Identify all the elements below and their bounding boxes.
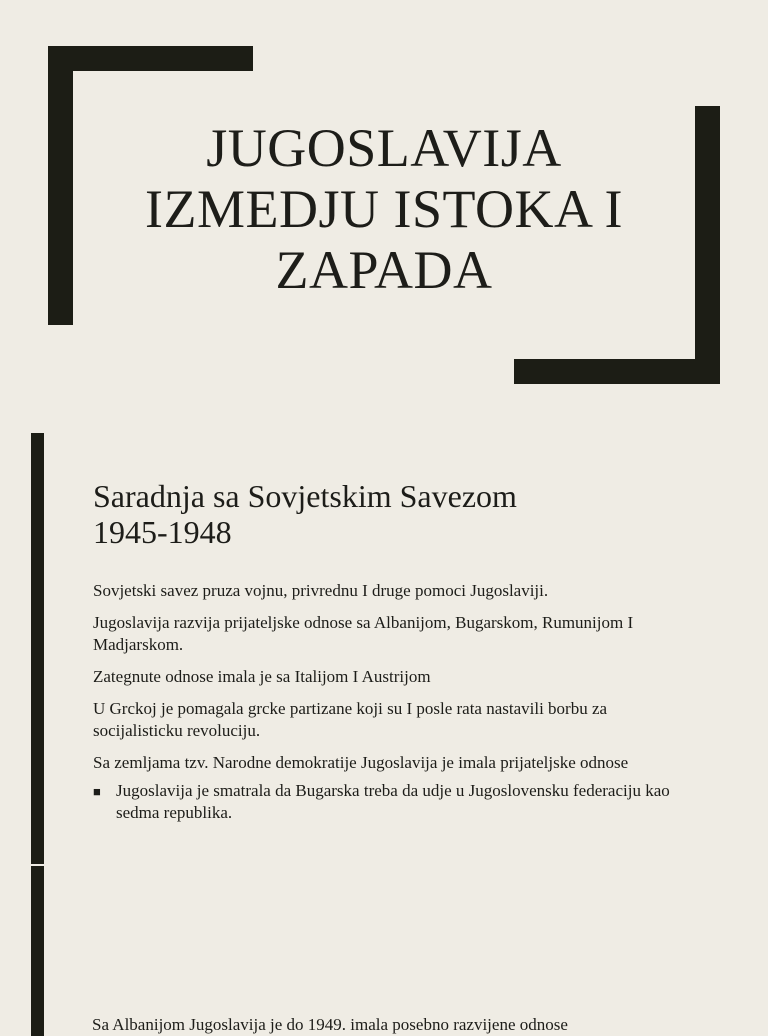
bullet-text: Jugoslavija je smatrala da Bugarska treba da udje u Jugoslovensku federaciju kao sedma republika. [116, 781, 670, 822]
paragraph: Jugoslavija razvija prijateljske odnose sa Albanijom, Bugarskom, Rumunijom I Madjarskom. [93, 613, 634, 654]
accent-bar-upper [31, 433, 44, 864]
list-item [93, 780, 693, 824]
frame-top-left-horizontal [48, 46, 253, 71]
title-line-1: JUGOSLAVIJA [206, 118, 562, 178]
heading-line-1: Saradnja sa Sovjetskim Savezom [93, 478, 517, 514]
frame-bottom-right-horizontal [514, 359, 720, 384]
frame-bottom-right-vertical [695, 106, 720, 384]
frame-top-left-vertical [48, 46, 73, 325]
accent-bar-lower [31, 866, 44, 1036]
heading-line-2: 1945-1948 [93, 514, 232, 550]
square-bullet-icon: ■ [93, 784, 101, 799]
content-slide [0, 410, 768, 1034]
title-line-3: ZAPADA [275, 240, 493, 300]
slide-body [93, 580, 693, 824]
section-heading [93, 478, 713, 550]
title-slide [0, 0, 768, 410]
paragraph: Sa zemljama tzv. Narodne demokratije Jugoslavija je imala prijateljske odnose [93, 753, 629, 772]
paragraph: U Grckoj je pomagala grcke partizane koji su I posle rata nastavili borbu za socijalisticku revoluciju. [93, 699, 608, 740]
paragraph: Zategnute odnose imala je sa Italijom I Austrijom [93, 667, 431, 686]
page-title [80, 118, 688, 301]
paragraph: Sovjetski savez pruza vojnu, privrednu I druge pomoci Jugoslaviji. [93, 581, 549, 600]
next-slide-text: Sa Albanijom Jugoslavija je do 1949. imala posebno razvijene odnose [92, 1015, 568, 1034]
title-line-2: IZMEDJU ISTOKA I [145, 179, 623, 239]
